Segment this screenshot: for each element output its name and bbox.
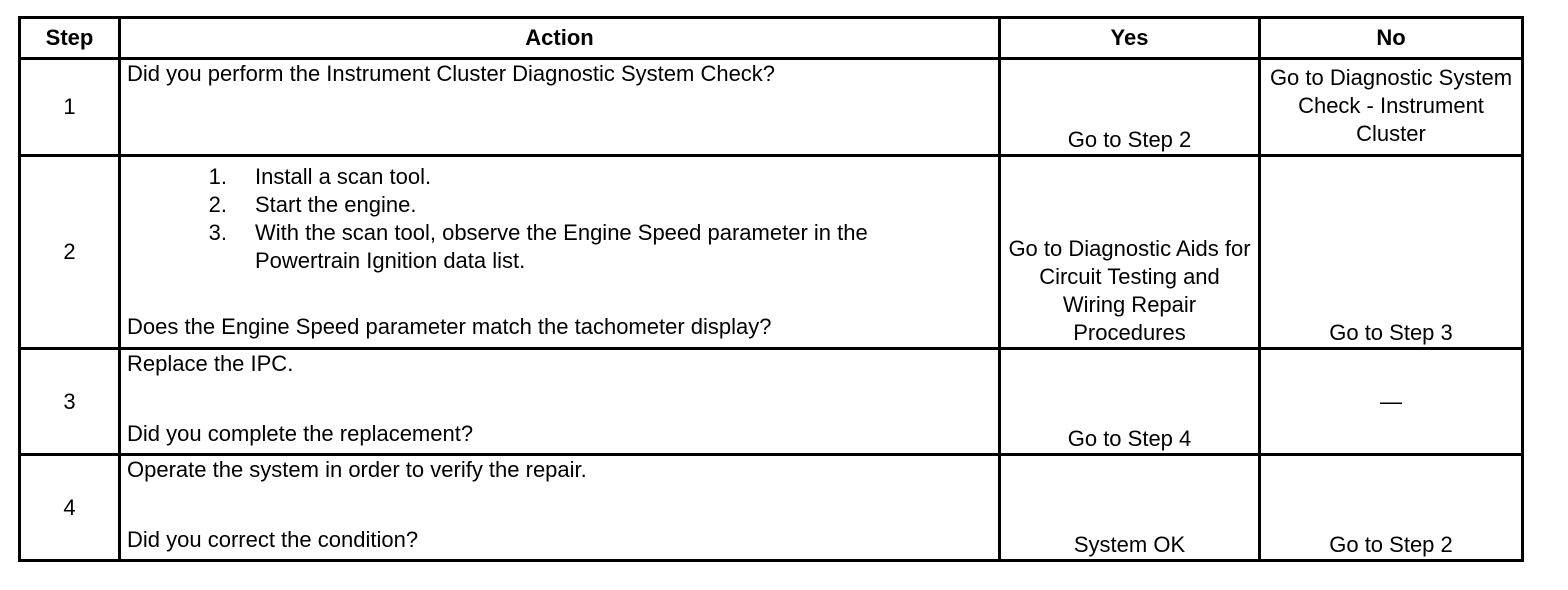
action-question: Does the Engine Speed parameter match the tachometer display? xyxy=(127,314,772,339)
header-action: Action xyxy=(120,18,1000,59)
yes-cell: Go to Diagnostic Aids for Circuit Testing and Wiring Repair Procedures xyxy=(1000,156,1260,349)
list-item xyxy=(127,163,992,191)
header-row xyxy=(20,18,1523,59)
no-cell: Go to Step 3 xyxy=(1260,156,1523,349)
action-cell xyxy=(120,349,1000,455)
step-number: 2 xyxy=(20,156,120,349)
substep-text: Install a scan tool. xyxy=(255,164,432,189)
substep-number: 3. xyxy=(208,220,227,245)
header-yes: Yes xyxy=(1000,18,1260,59)
no-cell: Go to Diagnostic System Check - Instrument Cluster xyxy=(1260,59,1523,156)
table-row xyxy=(20,156,1523,349)
step-number: 3 xyxy=(20,349,120,455)
yes-cell: Go to Step 4 xyxy=(1000,349,1260,455)
action-instruction: Replace the IPC. xyxy=(127,351,294,376)
action-question: Did you complete the replacement? xyxy=(127,421,474,446)
action-question: Did you perform the Instrument Cluster Diagnostic System Check? xyxy=(127,61,776,86)
substep-number: 1. xyxy=(208,164,227,189)
substep-text: Start the engine. xyxy=(255,192,417,217)
action-question: Did you correct the condition? xyxy=(127,527,419,552)
yes-cell: Go to Step 2 xyxy=(1000,59,1260,156)
no-cell: Go to Step 2 xyxy=(1260,455,1523,561)
list-item xyxy=(127,191,992,219)
action-instruction: Operate the system in order to verify the repair. xyxy=(127,457,587,482)
header-no: No xyxy=(1260,18,1523,59)
substep-number: 2. xyxy=(208,192,227,217)
step-number: 1 xyxy=(20,59,120,156)
no-cell: — xyxy=(1260,349,1523,455)
substep-list xyxy=(127,163,992,275)
substep-text: With the scan tool, observe the Engine Speed parameter in the Powertrain Ignition data list. xyxy=(255,220,868,273)
action-cell xyxy=(120,455,1000,561)
action-cell xyxy=(120,156,1000,349)
step-number: 4 xyxy=(20,455,120,561)
header-step: Step xyxy=(20,18,120,59)
yes-cell: System OK xyxy=(1000,455,1260,561)
table-row xyxy=(20,59,1523,156)
table-row xyxy=(20,349,1523,455)
action-cell xyxy=(120,59,1000,156)
list-item xyxy=(127,219,992,275)
diagnostic-table xyxy=(18,16,1524,562)
table-row xyxy=(20,455,1523,561)
